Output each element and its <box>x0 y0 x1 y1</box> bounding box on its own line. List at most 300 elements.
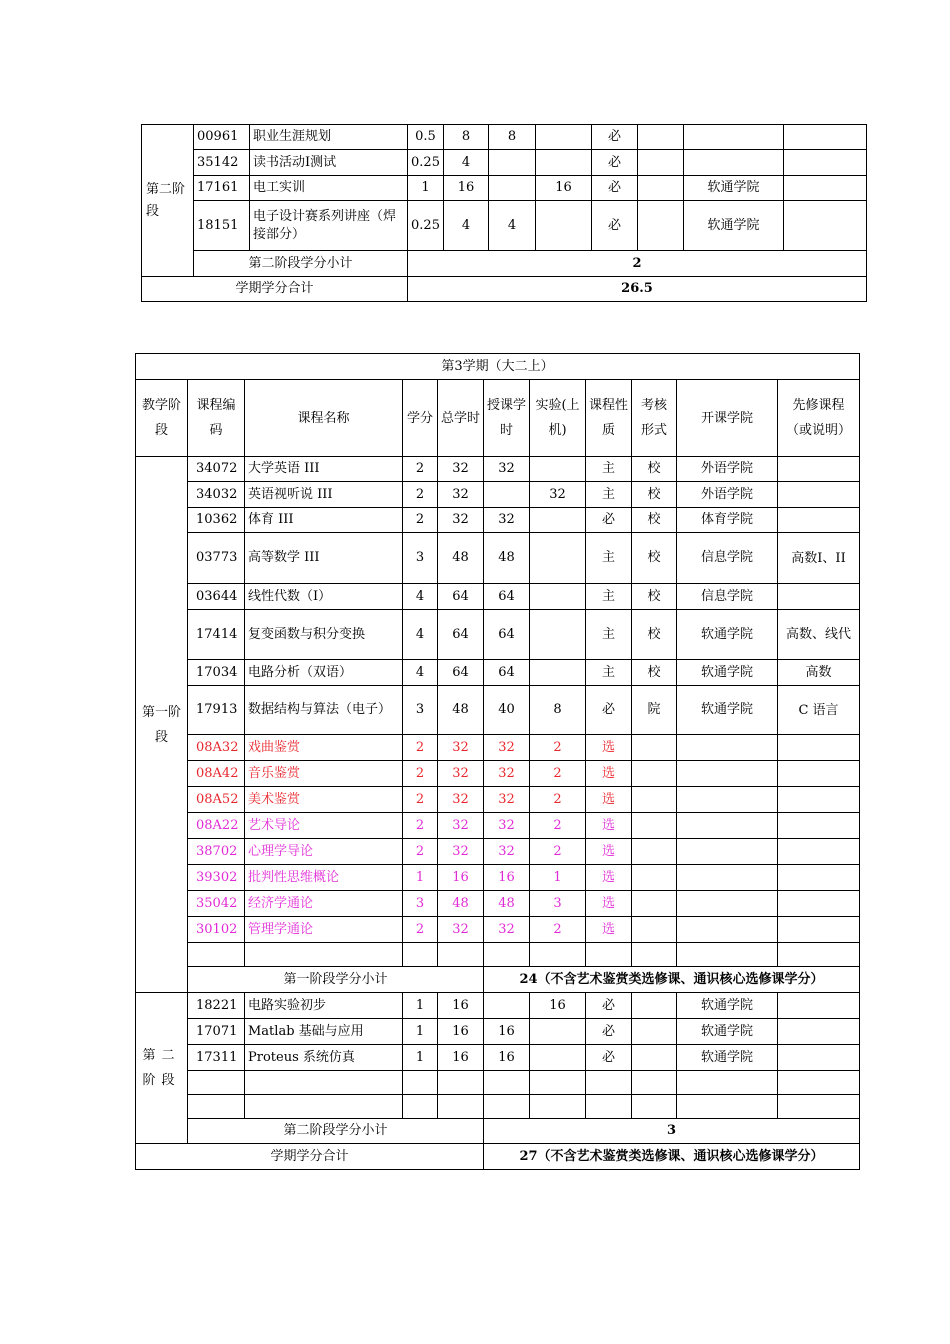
lecture-hours: 32 <box>484 917 530 943</box>
credit: 1 <box>403 1045 438 1071</box>
course-name: 电路实验初步 <box>245 993 403 1019</box>
empty-cell <box>586 1095 632 1119</box>
exam-form <box>632 761 677 787</box>
course-type: 选 <box>586 735 632 761</box>
course-type: 主 <box>586 482 632 508</box>
subtotal-label: 第一阶段学分小计 <box>188 967 484 993</box>
course-name: Proteus 系统仿真 <box>245 1045 403 1071</box>
empty-cell <box>677 1071 778 1095</box>
total-hours: 32 <box>438 508 484 533</box>
credit: 2 <box>403 813 438 839</box>
lab-hours: 2 <box>530 839 586 865</box>
prerequisite <box>784 150 867 176</box>
header-name: 课程名称 <box>245 380 403 457</box>
college: 软通学院 <box>677 1019 778 1045</box>
course-name: 读书活动Ⅰ测试 <box>250 150 408 176</box>
empty-cell <box>484 1071 530 1095</box>
course-type: 主 <box>586 584 632 610</box>
course-name: 管理学通论 <box>245 917 403 943</box>
empty-cell <box>403 1095 438 1119</box>
credit: 1 <box>403 1019 438 1045</box>
header-credit: 学分 <box>403 380 438 457</box>
header-lecture-hours: 授课学时 <box>484 380 530 457</box>
course-code: 03644 <box>188 584 245 610</box>
exam-form <box>632 735 677 761</box>
college <box>677 839 778 865</box>
prerequisite <box>784 125 867 150</box>
exam-form <box>632 787 677 813</box>
lecture-hours <box>484 993 530 1019</box>
course-name: 大学英语 III <box>245 457 403 482</box>
lab-hours <box>530 457 586 482</box>
lecture-hours: 32 <box>484 508 530 533</box>
course-code: 08A32 <box>188 735 245 761</box>
lab-hours: 1 <box>530 865 586 891</box>
table-row <box>136 457 860 482</box>
college: 信息学院 <box>677 533 778 584</box>
total-hours: 8 <box>444 125 489 150</box>
course-code: 17311 <box>188 1045 245 1071</box>
table-body <box>142 125 867 302</box>
total-label: 学期学分合计 <box>136 1144 484 1170</box>
title-row <box>136 354 860 380</box>
college: 软通学院 <box>684 201 784 251</box>
exam-form <box>632 813 677 839</box>
course-code: 39302 <box>188 865 245 891</box>
table-row <box>136 1045 860 1071</box>
total-row <box>142 277 867 302</box>
college: 软通学院 <box>677 1045 778 1071</box>
prerequisite <box>778 761 860 787</box>
lecture-hours: 16 <box>484 865 530 891</box>
credit: 4 <box>403 584 438 610</box>
subtotal-label: 第二阶段学分小计 <box>188 1119 484 1144</box>
header-college: 开课学院 <box>677 380 778 457</box>
lecture-hours: 40 <box>484 686 530 735</box>
lecture-hours: 32 <box>484 813 530 839</box>
lab-hours: 16 <box>536 176 592 201</box>
lab-hours <box>530 584 586 610</box>
course-name: 体育 III <box>245 508 403 533</box>
total-hours: 32 <box>438 457 484 482</box>
college: 信息学院 <box>677 584 778 610</box>
prerequisite <box>778 508 860 533</box>
empty-cell <box>530 1071 586 1095</box>
total-hours: 32 <box>438 482 484 508</box>
college: 软通学院 <box>677 660 778 686</box>
course-code: 35142 <box>194 150 250 176</box>
lab-hours <box>530 1045 586 1071</box>
header-row <box>136 380 860 457</box>
credit: 2 <box>403 839 438 865</box>
course-code: 17414 <box>188 610 245 660</box>
lab-hours: 2 <box>530 787 586 813</box>
course-type: 必 <box>592 125 638 150</box>
credit: 3 <box>403 891 438 917</box>
prerequisite: 高数、线代 <box>778 610 860 660</box>
course-name: 经济学通论 <box>245 891 403 917</box>
table-body <box>136 354 860 1170</box>
course-code: 08A52 <box>188 787 245 813</box>
prerequisite <box>784 176 867 201</box>
college <box>684 125 784 150</box>
empty-cell <box>632 1095 677 1119</box>
elective-row <box>136 735 860 761</box>
course-code: 17161 <box>194 176 250 201</box>
lecture-hours: 32 <box>484 457 530 482</box>
empty-cell <box>403 943 438 967</box>
lab-hours: 2 <box>530 735 586 761</box>
college <box>677 891 778 917</box>
subtotal-label: 第二阶段学分小计 <box>194 251 408 277</box>
table-row <box>136 993 860 1019</box>
empty-cell <box>530 943 586 967</box>
total-hours: 64 <box>438 584 484 610</box>
header-code: 课程编码 <box>188 380 245 457</box>
header-prerequisite: 先修课程（或说明） <box>778 380 860 457</box>
prerequisite: C 语言 <box>778 686 860 735</box>
course-type: 选 <box>586 865 632 891</box>
prerequisite <box>778 584 860 610</box>
prerequisite <box>778 891 860 917</box>
college <box>677 787 778 813</box>
total-hours: 32 <box>438 839 484 865</box>
empty-cell <box>632 943 677 967</box>
exam-form <box>638 125 684 150</box>
prerequisite <box>778 787 860 813</box>
elective-row <box>136 917 860 943</box>
course-name: 艺术导论 <box>245 813 403 839</box>
course-name: 美术鉴赏 <box>245 787 403 813</box>
elective-row <box>136 813 860 839</box>
empty-cell <box>677 943 778 967</box>
empty-cell <box>530 1095 586 1119</box>
college: 软通学院 <box>684 176 784 201</box>
course-code: 35042 <box>188 891 245 917</box>
total-hours: 16 <box>438 993 484 1019</box>
total-hours: 48 <box>438 686 484 735</box>
empty-cell <box>188 943 245 967</box>
course-type: 选 <box>586 839 632 865</box>
prerequisite <box>778 917 860 943</box>
lecture-hours: 16 <box>484 1019 530 1045</box>
exam-form: 校 <box>632 457 677 482</box>
course-code: 17071 <box>188 1019 245 1045</box>
elective-row <box>136 839 860 865</box>
course-name: 复变函数与积分变换 <box>245 610 403 660</box>
empty-cell <box>778 943 860 967</box>
college <box>677 865 778 891</box>
lecture-hours: 64 <box>484 660 530 686</box>
course-name: 心理学导论 <box>245 839 403 865</box>
course-type: 选 <box>586 761 632 787</box>
table-title: 第3学期（大二上） <box>136 354 860 380</box>
exam-form <box>632 891 677 917</box>
table-row <box>142 125 867 150</box>
prerequisite <box>784 201 867 251</box>
lab-hours <box>530 508 586 533</box>
credit: 2 <box>403 761 438 787</box>
course-type: 选 <box>586 917 632 943</box>
course-type: 必 <box>586 686 632 735</box>
college: 软通学院 <box>677 610 778 660</box>
table-row <box>142 150 867 176</box>
exam-form: 院 <box>632 686 677 735</box>
lecture-hours: 16 <box>484 1045 530 1071</box>
total-hours: 16 <box>438 865 484 891</box>
lecture-hours: 32 <box>484 839 530 865</box>
college <box>677 813 778 839</box>
credit: 1 <box>408 176 444 201</box>
semester-2-continuation-table <box>141 124 867 302</box>
exam-form <box>632 865 677 891</box>
prerequisite: 高数Ⅰ、II <box>778 533 860 584</box>
exam-form <box>632 839 677 865</box>
credit: 1 <box>403 865 438 891</box>
course-code: 08A42 <box>188 761 245 787</box>
total-hours: 32 <box>438 787 484 813</box>
lab-hours <box>536 201 592 251</box>
total-hours: 32 <box>438 813 484 839</box>
total-label: 学期学分合计 <box>142 277 408 302</box>
lab-hours <box>530 610 586 660</box>
subtotal-row <box>136 1119 860 1144</box>
course-code: 34032 <box>188 482 245 508</box>
empty-cell <box>403 1071 438 1095</box>
exam-form: 校 <box>632 482 677 508</box>
prerequisite <box>778 1045 860 1071</box>
table-row <box>136 660 860 686</box>
semester-3-table <box>135 353 860 1170</box>
empty-cell <box>438 1095 484 1119</box>
lab-hours <box>530 660 586 686</box>
course-type: 主 <box>586 610 632 660</box>
college: 体育学院 <box>677 508 778 533</box>
prerequisite <box>778 482 860 508</box>
exam-form <box>632 993 677 1019</box>
credit: 3 <box>403 686 438 735</box>
header-stage: 教学阶段 <box>136 380 188 457</box>
prerequisite <box>778 839 860 865</box>
elective-row <box>136 865 860 891</box>
subtotal-row <box>136 967 860 993</box>
exam-form: 校 <box>632 508 677 533</box>
elective-row <box>136 891 860 917</box>
table-row <box>136 533 860 584</box>
lecture-hours <box>489 176 536 201</box>
exam-form: 校 <box>632 584 677 610</box>
course-name: 英语视听说 III <box>245 482 403 508</box>
course-code: 03773 <box>188 533 245 584</box>
lecture-hours: 4 <box>489 201 536 251</box>
total-value: 27（不含艺术鉴赏类选修课、通识核心选修课学分） <box>484 1144 860 1170</box>
course-name: 戏曲鉴赏 <box>245 735 403 761</box>
lab-hours <box>536 125 592 150</box>
lecture-hours: 48 <box>484 891 530 917</box>
prerequisite <box>778 993 860 1019</box>
prerequisite <box>778 813 860 839</box>
course-name: 高等数学 III <box>245 533 403 584</box>
course-name: Matlab 基础与应用 <box>245 1019 403 1045</box>
total-hours: 32 <box>438 735 484 761</box>
college <box>677 735 778 761</box>
table-row <box>136 584 860 610</box>
prerequisite <box>778 457 860 482</box>
course-name: 数据结构与算法（电子） <box>245 686 403 735</box>
credit: 2 <box>403 735 438 761</box>
course-name: 电工实训 <box>250 176 408 201</box>
credit: 4 <box>403 660 438 686</box>
course-code: 17913 <box>188 686 245 735</box>
lab-hours <box>536 150 592 176</box>
exam-form: 校 <box>632 533 677 584</box>
exam-form <box>632 1019 677 1045</box>
empty-cell <box>245 1095 403 1119</box>
course-code: 30102 <box>188 917 245 943</box>
course-code: 18151 <box>194 201 250 251</box>
course-type: 必 <box>586 508 632 533</box>
exam-form: 校 <box>632 610 677 660</box>
prerequisite <box>778 1019 860 1045</box>
subtotal-value: 3 <box>484 1119 860 1144</box>
stage-label: 第二阶段 <box>142 125 194 277</box>
stage-label: 第一阶段 <box>136 457 188 993</box>
exam-form <box>638 150 684 176</box>
college <box>677 761 778 787</box>
total-hours: 64 <box>438 610 484 660</box>
empty-cell <box>677 1095 778 1119</box>
prerequisite <box>778 735 860 761</box>
stage-label: 第二阶段 <box>136 993 188 1144</box>
course-type: 必 <box>592 176 638 201</box>
empty-cell <box>484 1095 530 1119</box>
course-name: 职业生涯规划 <box>250 125 408 150</box>
header-exam-form: 考核形式 <box>632 380 677 457</box>
course-type: 必 <box>592 150 638 176</box>
total-hours: 16 <box>438 1019 484 1045</box>
table-row <box>136 686 860 735</box>
lab-hours: 2 <box>530 761 586 787</box>
exam-form <box>632 917 677 943</box>
lab-hours: 16 <box>530 993 586 1019</box>
lab-hours <box>530 1019 586 1045</box>
course-code: 08A22 <box>188 813 245 839</box>
total-value: 26.5 <box>408 277 867 302</box>
table-row <box>142 176 867 201</box>
empty-cell <box>438 943 484 967</box>
empty-cell <box>632 1071 677 1095</box>
lab-hours: 32 <box>530 482 586 508</box>
lecture-hours: 64 <box>484 584 530 610</box>
college <box>684 150 784 176</box>
total-hours: 64 <box>438 660 484 686</box>
empty-row <box>136 1071 860 1095</box>
college <box>677 917 778 943</box>
course-name: 线性代数（I） <box>245 584 403 610</box>
college: 软通学院 <box>677 993 778 1019</box>
lecture-hours: 32 <box>484 787 530 813</box>
empty-cell <box>586 943 632 967</box>
course-code: 38702 <box>188 839 245 865</box>
credit: 3 <box>403 533 438 584</box>
subtotal-value: 2 <box>408 251 867 277</box>
empty-cell <box>438 1071 484 1095</box>
subtotal-row <box>142 251 867 277</box>
credit: 4 <box>403 610 438 660</box>
credit: 2 <box>403 482 438 508</box>
empty-row <box>136 943 860 967</box>
table-row <box>136 482 860 508</box>
lab-hours: 2 <box>530 813 586 839</box>
subtotal-value: 24（不含艺术鉴赏类选修课、通识核心选修课学分） <box>484 967 860 993</box>
empty-cell <box>188 1071 245 1095</box>
credit: 2 <box>403 457 438 482</box>
total-row <box>136 1144 860 1170</box>
course-type: 选 <box>586 787 632 813</box>
credit: 0.25 <box>408 201 444 251</box>
empty-cell <box>245 943 403 967</box>
table-row <box>136 610 860 660</box>
empty-cell <box>188 1095 245 1119</box>
exam-form <box>638 176 684 201</box>
total-hours: 16 <box>438 1045 484 1071</box>
empty-cell <box>778 1095 860 1119</box>
course-type: 选 <box>586 891 632 917</box>
exam-form <box>638 201 684 251</box>
credit: 1 <box>403 993 438 1019</box>
college: 软通学院 <box>677 686 778 735</box>
lab-hours: 3 <box>530 891 586 917</box>
course-type: 主 <box>586 660 632 686</box>
empty-cell <box>778 1071 860 1095</box>
total-hours: 4 <box>444 150 489 176</box>
header-course-type: 课程性质 <box>586 380 632 457</box>
empty-row <box>136 1095 860 1119</box>
total-hours: 48 <box>438 533 484 584</box>
course-code: 17034 <box>188 660 245 686</box>
lecture-hours: 48 <box>484 533 530 584</box>
exam-form <box>632 1045 677 1071</box>
course-name: 电路分析（双语） <box>245 660 403 686</box>
prerequisite: 高数 <box>778 660 860 686</box>
table-row <box>136 1019 860 1045</box>
course-code: 18221 <box>188 993 245 1019</box>
lecture-hours: 32 <box>484 761 530 787</box>
course-type: 必 <box>586 1045 632 1071</box>
header-lab-hours: 实验(上机) <box>530 380 586 457</box>
lecture-hours <box>489 150 536 176</box>
college: 外语学院 <box>677 482 778 508</box>
table-row <box>142 201 867 251</box>
course-code: 00961 <box>194 125 250 150</box>
course-name: 电子设计赛系列讲座（焊接部分） <box>250 201 408 251</box>
credit: 2 <box>403 787 438 813</box>
table-row <box>136 508 860 533</box>
total-hours: 16 <box>444 176 489 201</box>
course-type: 必 <box>586 993 632 1019</box>
course-type: 必 <box>592 201 638 251</box>
credit: 2 <box>403 917 438 943</box>
lecture-hours: 64 <box>484 610 530 660</box>
course-type: 必 <box>586 1019 632 1045</box>
elective-row <box>136 787 860 813</box>
empty-cell <box>245 1071 403 1095</box>
total-hours: 48 <box>438 891 484 917</box>
exam-form: 校 <box>632 660 677 686</box>
course-name: 批判性思维概论 <box>245 865 403 891</box>
lecture-hours: 8 <box>489 125 536 150</box>
credit: 0.5 <box>408 125 444 150</box>
